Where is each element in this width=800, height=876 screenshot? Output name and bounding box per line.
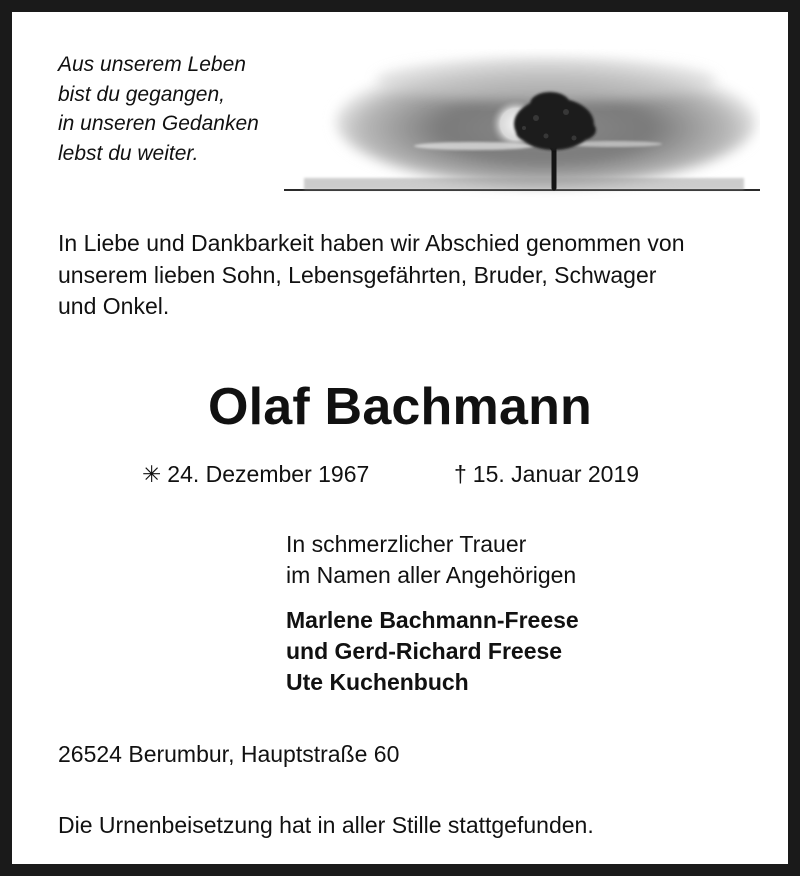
tree-in-fog-image <box>284 40 760 200</box>
poem <box>58 50 259 168</box>
birth-date-line <box>142 459 369 489</box>
poem-line: Aus unserem Leben <box>58 53 246 76</box>
closing-note: Die Urnenbeisetzung hat in aller Stille stattgefunden. <box>58 812 594 838</box>
death-date: 15. Januar 2019 <box>472 461 640 487</box>
address: 26524 Berumbur, Hauptstraße 60 <box>58 741 400 767</box>
death-cross-icon: † <box>454 461 467 487</box>
mourning-line: In schmerzlicher Trauer <box>286 531 527 557</box>
poem-line: bist du gegangen, <box>58 82 225 106</box>
mourning-text <box>286 529 576 591</box>
birth-date: 24. Dezember 1967 <box>167 461 370 487</box>
family-names <box>286 605 579 698</box>
family-line: Ute Kuchenbuch <box>286 669 469 695</box>
poem-line: lebst du weiter. <box>58 141 199 165</box>
intro-line: unserem lieben Sohn, Lebensgefährten, Bruder, Schwager <box>58 261 657 288</box>
birth-star-icon: ✳ <box>142 461 162 487</box>
death-date-line <box>454 459 639 489</box>
intro-line: In Liebe und Dankbarkeit haben wir Abschied genommen von <box>58 230 685 256</box>
intro-text <box>58 228 778 323</box>
mourning-line: im Namen aller Angehörigen <box>286 562 577 588</box>
deceased-name: Olaf Bachmann <box>207 378 593 436</box>
family-line: Marlene Bachmann-Freese <box>286 607 579 633</box>
poem-line: in unseren Gedanken <box>58 112 259 135</box>
family-line: und Gerd-Richard Freese <box>286 638 563 664</box>
intro-line: und Onkel. <box>58 293 170 319</box>
